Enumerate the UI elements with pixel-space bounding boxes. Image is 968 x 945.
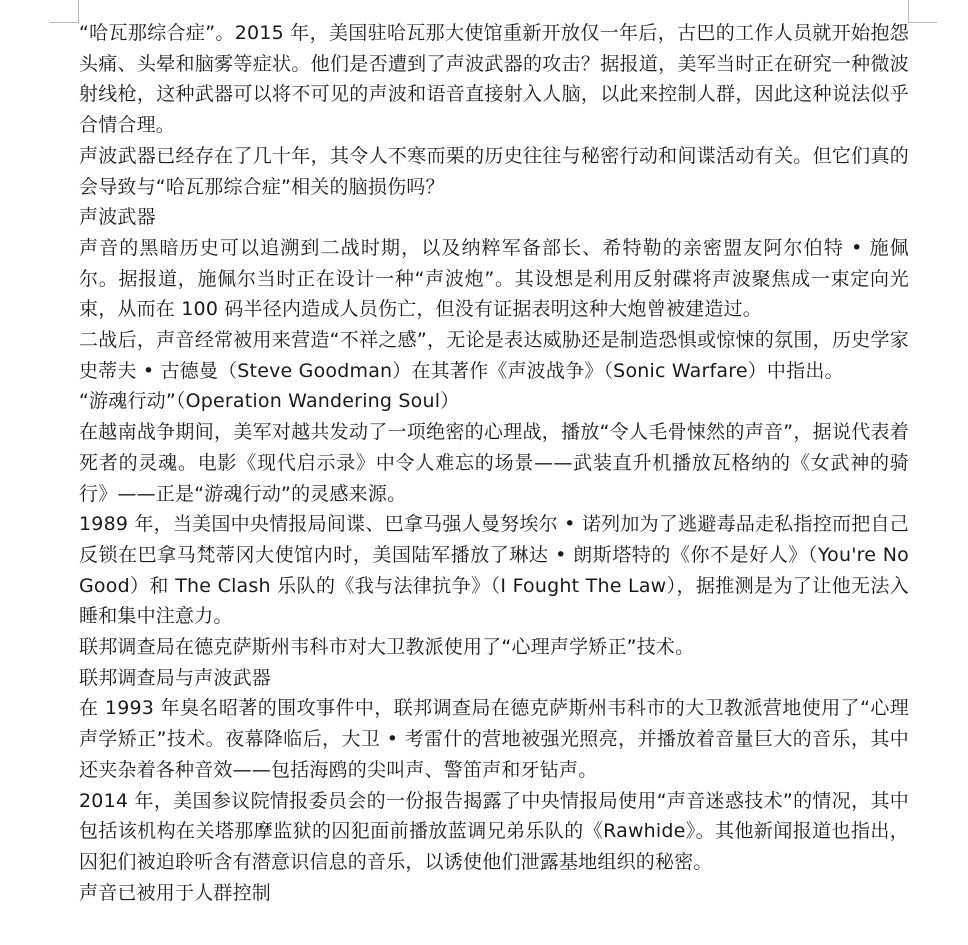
para-havana-syndrome: “哈瓦那综合症”。2015 年，美国驻哈瓦那大使馆重新开放仅一年后，古巴的工作人员就开始抱怨头痛、头晕和脑雾等症状。他们是否遭到了声波武器的攻击？据报道，美军当时正在研究一种微波射线枪，这种武器可以将不可见的声波和语音直接射入人脑，以此来控制人群，因此这种说法似乎合情合理。	[79, 22, 909, 137]
document-body[interactable]	[79, 18, 909, 908]
heading-fbi-waco: 联邦调查局在德克萨斯州韦科市对大卫教派使用了“心理声学矫正”技术。	[79, 636, 695, 659]
heading-crowd-control: 声音已被用于人群控制	[79, 881, 272, 904]
para-vietnam: 在越南战争期间，美军对越共发动了一项绝密的心理战，播放“令人毛骨悚然的声音”，据说代表着死者的灵魂。电影《现代启示录》中令人难忘的场景——武装直升机播放瓦格纳的《女武神的骑行》——正是“游魂行动”的灵感来源。	[79, 421, 909, 505]
para-senate-report: 2014 年，美国参议院情报委员会的一份报告揭露了中央情报局使用“声音迷惑技术”的情况，其中包括该机构在关塔那摩监狱的囚犯面前播放蓝调兄弟乐队的《Rawhide》。其他新闻报道也指出，囚犯们被迫聆听含有潜意识信息的音乐，以诱使他们泄露基地组织的秘密。	[79, 789, 909, 873]
para-goodman: 二战后，声音经常被用来营造“不祥之感”，无论是表达威胁还是制造恐惧或惊悚的氛围，历史学家史蒂夫 • 古德曼（Steve Goodman）在其著作《声波战争》（Sonic Warfare）中指出。	[79, 329, 909, 382]
page-corner-mark-right	[908, 0, 937, 23]
para-waco: 在 1993 年臭名昭著的围攻事件中，联邦调查局在德克萨斯州韦科市的大卫教派营地使用了“心理声学矫正”技术。夜幕降临后，大卫 • 考雷什的营地被强光照亮，并播放着音量巨大的音乐，其中还夹杂着各种音效——包括海鸥的尖叫声、警笛声和牙钻声。	[79, 697, 909, 781]
para-history-question: 声波武器已经存在了几十年，其令人不寒而栗的历史往往与秘密行动和间谍活动有关。但它们真的会导致与“哈瓦那综合症”相关的脑损伤吗？	[79, 144, 909, 198]
para-speer: 声音的黑暗历史可以追溯到二战时期，以及纳粹军备部长、希特勒的亲密盟友阿尔伯特 • 施佩尔。据报道，施佩尔当时正在设计一种“声波炮”。其设想是利用反射碟将声波聚焦成一束定向光束，从而在 100 码半径内造成人员伤亡，但没有证据表明这种大炮曾被建造过。	[79, 236, 909, 321]
heading-wandering-soul: “游魂行动”（Operation Wandering Soul）	[79, 390, 460, 413]
heading-sonic-weapons: 声波武器	[79, 206, 156, 229]
para-noriega: 1989 年，当美国中央情报局间谍、巴拿马强人曼努埃尔 • 诺列加为了逃避毒品走私指控而把自己反锁在巴拿马梵蒂冈大使馆内时，美国陆军播放了琳达 • 朗斯塔特的《你不是好人》（You're No Good）和 The Clash 乐队的《我与法律抗争》（I Fought The Law），据推测是为了让他无法入睡和集中注意力。	[79, 513, 909, 628]
page-corner-mark-left	[50, 0, 79, 23]
heading-fbi-sonic: 联邦调查局与声波武器	[79, 666, 272, 689]
